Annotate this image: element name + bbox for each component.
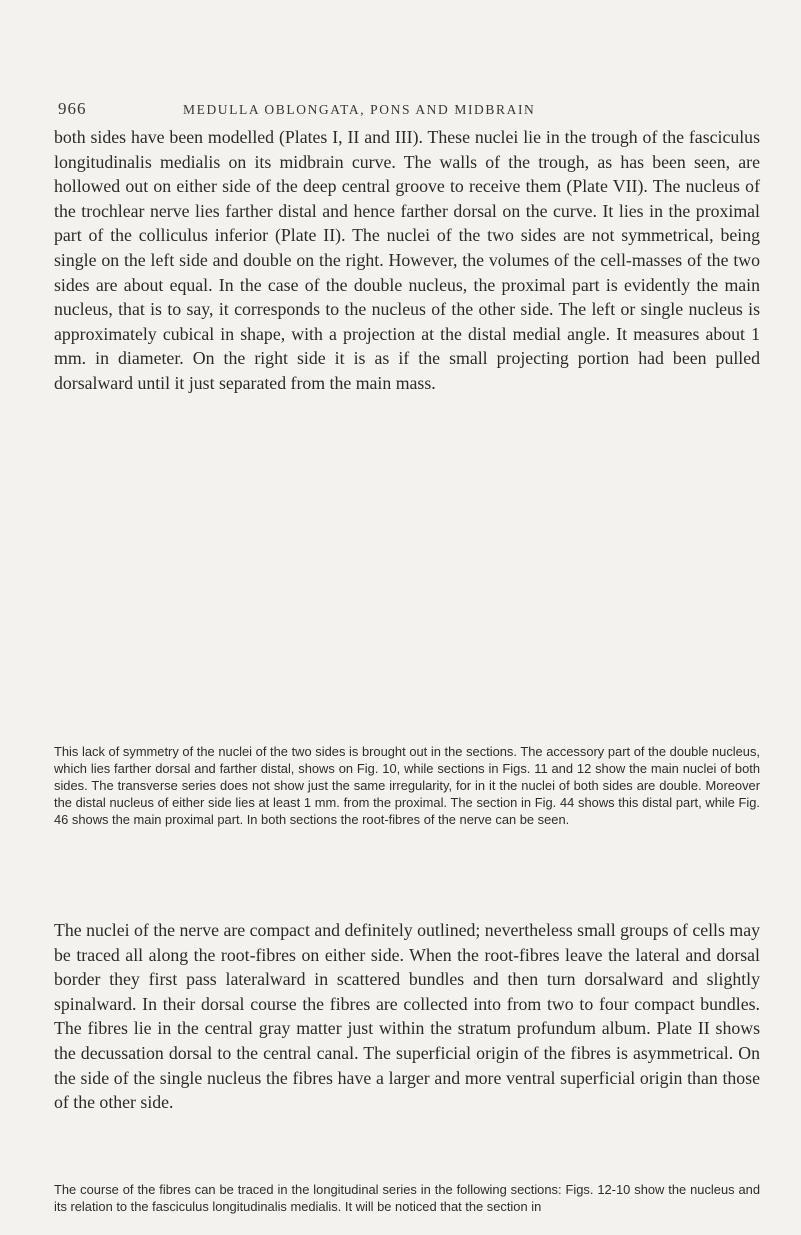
note-paragraph-fibre-course: The course of the fibres can be traced in the longitudinal series in the following sections: Figs. 12-10 show the nucleus and its relation to the fasciculus longitudinalis medialis. It will be noticed that the section in (54, 1182, 760, 1214)
running-head (58, 99, 758, 121)
body-paragraph-root-fibres: The nuclei of the nerve are compact and definitely outlined; nevertheless small groups of cells may be traced all along the root-fibres on either side. When the root-fibres leave the lateral and dorsal border they first pass lateralward in scattered bundles and then turn dorsalward and slightly spinalward. In their dorsal course the fibres are collected into from two to four compact bundles. The fibres lie in the central gray matter just within the stratum profundum album. Plate II shows the decussation dorsal to the central canal. The superficial origin of the fibres is asymmetrical. On the side of the single nucleus the fibres have a larger and more ventral superficial origin than those of the other side. (54, 920, 760, 1113)
body-paragraph-trochlear-nuclei: both sides have been modelled (Plates I, II and III). These nuclei lie in the trough of the fasciculus longitudinalis medialis on its midbrain curve. The walls of the trough, as has been seen, are hollowed out on either side of the deep central groove to receive them (Plate VII). The nucleus of the trochlear nerve lies farther distal and hence farther dorsal on the curve. It lies in the proximal part of the colliculus inferior (Plate II). The nuclei of the two sides are not symmetrical, being single on the left side and double on the right. However, the volumes of the cell-masses of the two sides are about equal. In the case of the double nucleus, the proximal part is evidently the main nucleus, that is to say, it corresponds to the nucleus of the other side. The left or single nucleus is approximately cubical in shape, with a projection at the distal medial angle. It measures about 1 mm. in diameter. On the right side it is as if the small projecting portion had been pulled dorsalward until it just separated from the main mass. (54, 127, 760, 393)
page-number: 966 (58, 99, 87, 118)
running-title: MEDULLA OBLONGATA, PONS AND MIDBRAIN (183, 102, 536, 117)
note-paragraph-symmetry: This lack of symmetry of the nuclei of the two sides is brought out in the sections. The accessory part of the double nucleus, which lies farther dorsal and farther distal, shows on Fig. 10, while sections in Figs. 11 and 12 show the main nuclei of both sides. The transverse series does not show just the same irregularity, for in it the nuclei of both sides are double. Moreover the distal nucleus of either side lies at least 1 mm. from the proximal. The section in Fig. 44 shows this distal part, while Fig. 46 shows the main proximal part. In both sections the root-fibres of the nerve can be seen. (54, 744, 760, 827)
